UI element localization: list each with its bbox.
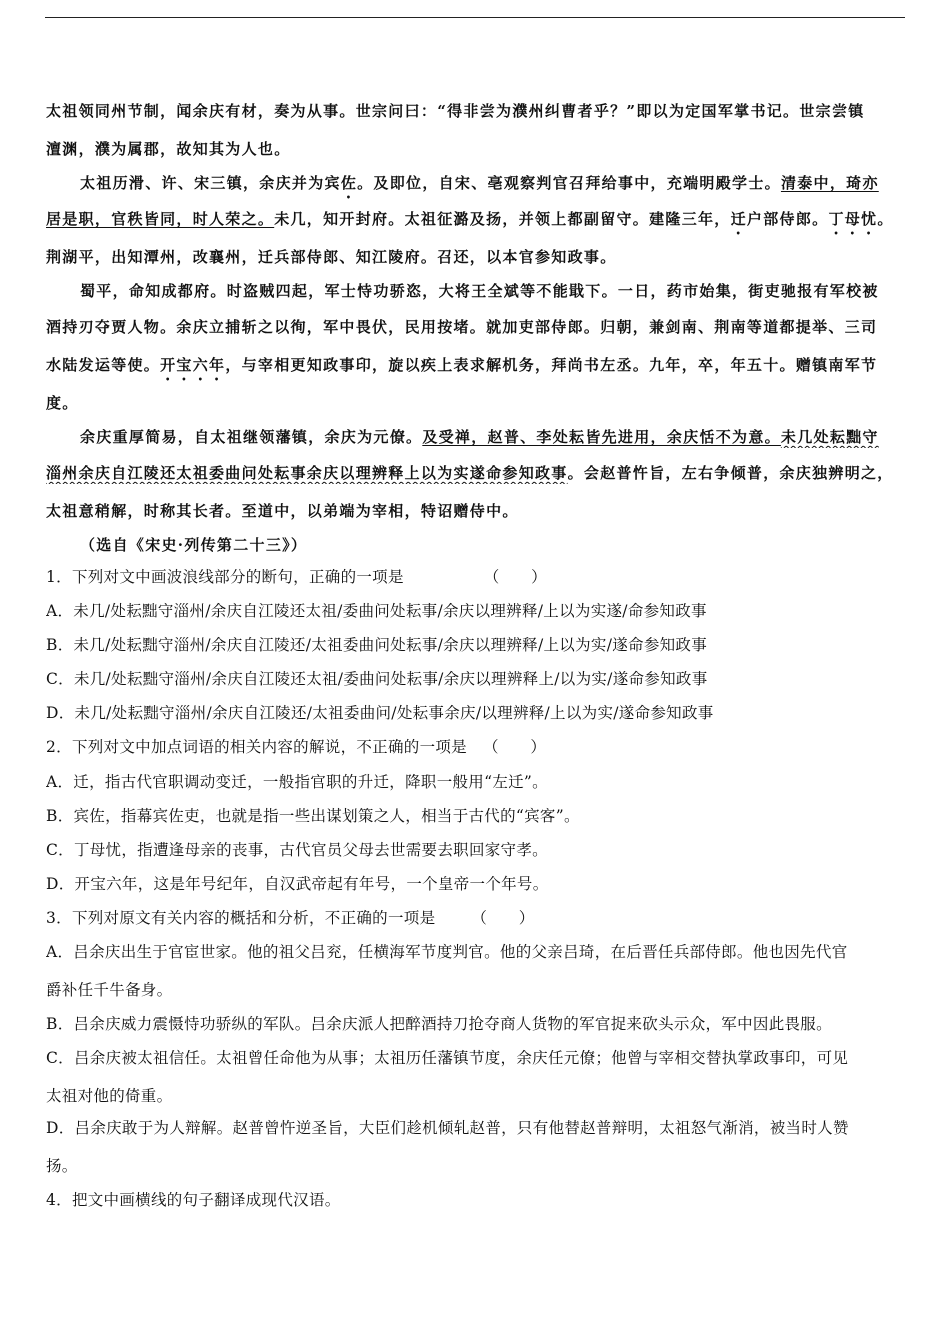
underlined-sentence: 居是职，官秩皆同，时人荣之。 xyxy=(46,210,275,228)
question-2-option-d: D．开宝六年，这是年号纪年，自汉武帝起有年号，一个皇帝一个年号。 xyxy=(46,875,549,893)
question-3-option-a-cont: 爵补任千牛备身。 xyxy=(46,981,173,999)
passage-line: 水陆发运等使。开宝六年，与宰相更知政事印，旋以疾上表求解机务，拜尚书左丞。九年，卒，年五十。赠镇南军节 xyxy=(46,356,878,374)
passage-line: 太祖历滑、许、宋三镇，余庆并为宾佐。及即位，自宋、亳观察判官召拜给事中，充端明殿学士。清泰中，琦亦 xyxy=(80,174,879,192)
passage-line: 居是职，官秩皆同，时人荣之。未几，知开封府。太祖征潞及扬，并领上都副留守。建隆三年，迁户部侍郎。丁母忧。 xyxy=(46,210,894,228)
question-2-option-b: B．宾佐，指幕宾佐吏，也就是指一些出谋划策之人，相当于古代的“宾客”。 xyxy=(46,807,580,825)
passage-line: 澶渊，濮为属郡，故知其为人也。 xyxy=(46,140,291,158)
question-1-option-c: C．未几/处耘黜守淄州/余庆自江陵还太祖/委曲问处耘事/余庆以理辨释上/以为实/遂命参知政事 xyxy=(46,670,708,688)
question-2-stem: 2．下列对文中加点词语的相关内容的解说，不正确的一项是 （ ） xyxy=(46,738,547,756)
question-3-option-c-cont: 太祖对他的倚重。 xyxy=(46,1087,173,1105)
question-1-option-b: B．未几/处耘黜守淄州/余庆自江陵还/太祖委曲问处耘事/余庆以理辨释/上以为实/遂命参知政事 xyxy=(46,636,708,654)
question-1-stem: 1．下列对文中画波浪线部分的断句，正确的一项是 （ ） xyxy=(46,568,547,586)
underlined-sentence: 清泰中，琦亦 xyxy=(780,174,879,192)
question-3-option-c: C．吕余庆被太祖信任。太祖曾任命他为从事；太祖历任藩镇节度，余庆任元僚；他曾与宰相交替执掌政事印，可见 xyxy=(46,1049,849,1067)
question-1-option-d: D．未几/处耘黜守淄州/余庆自江陵还/太祖委曲问/处耘事余庆/以理辨释/上以为实/遂命参知政事 xyxy=(46,704,714,722)
header-rule xyxy=(45,17,905,18)
passage-line: 酒持刃夺贾人物。余庆立捕斩之以徇，军中畏伏，民用按堵。就加吏部侍郎。归朝，兼剑南、荆南等道都提举、三司 xyxy=(46,318,878,336)
passage-line: 太祖领同州节制，闻余庆有材，奏为从事。世宗问曰：“得非尝为濮州纠曹者乎？”即以为定国军掌书记。世宗尝镇 xyxy=(46,102,865,120)
question-3-option-d-cont: 扬。 xyxy=(46,1157,78,1175)
question-4-stem: 4．把文中画横线的句子翻译成现代汉语。 xyxy=(46,1191,341,1209)
passage-line: 荆湖平，出知潭州，改襄州，迁兵部侍郎、知江陵府。召还，以本官参知政事。 xyxy=(46,248,617,266)
passage-line: 度。 xyxy=(46,394,79,412)
question-3-option-d: D．吕余庆敢于为人辩解。赵普曾忤逆圣旨，大臣们趁机倾轧赵普，只有他替赵普辩明，太祖怒气渐消，被当时人赞 xyxy=(46,1119,849,1137)
passage-line: 淄州余庆自江陵还太祖委曲问处耘事余庆以理辨释上以为实遂命参知政事。会赵普忤旨，左右争倾普，余庆独辨明之， xyxy=(46,464,894,482)
question-3-option-a: A．吕余庆出生于官宦世家。他的祖父吕兖，任横海军节度判官。他的父亲吕琦，在后晋任兵部侍郎。他也因先代官 xyxy=(46,943,848,961)
passage-line: 蜀平，命知成都府。时盗贼四起，军士恃功骄恣，大将王全斌等不能戢下。一日，药市始集，街吏驰报有军校被 xyxy=(80,282,879,300)
question-3-option-b: B．吕余庆威力震慑恃功骄纵的军队。吕余庆派人把醉酒持刀抢夺商人货物的军官捉来砍头示众，军中因此畏服。 xyxy=(46,1015,832,1033)
dotted-term-qian: 迁 xyxy=(730,210,747,228)
wavy-underlined-text: 未几处耘黜守 xyxy=(780,428,879,446)
passage-source: （选自《宋史·列传第二十三》） xyxy=(80,536,308,554)
dotted-term-kai-bao: 开宝六年 xyxy=(160,356,226,374)
question-3-stem: 3．下列对原文有关内容的概括和分析，不正确的一项是 （ ） xyxy=(46,909,535,927)
dotted-term-ding-mu-you: 丁母忧 xyxy=(828,210,878,228)
passage-line: 余庆重厚简易，自太祖继领藩镇，余庆为元僚。及受禅，赵普、李处耘皆先进用，余庆恬不为意。未几处耘黜守 xyxy=(80,428,879,446)
question-1-option-a: A．未几/处耘黜守淄州/余庆自江陵还太祖/委曲问处耘事/余庆以理辨释/上以为实遂/命参知政事 xyxy=(46,602,707,620)
dotted-term-bin-zuo: 佐 xyxy=(340,174,358,192)
passage-line: 太祖意稍解，时称其长者。至道中，以弟端为宰相，特诏赠侍中。 xyxy=(46,502,519,520)
question-2-option-c: C．丁母忧，指遭逢母亲的丧事，古代官员父母去世需要去职回家守孝。 xyxy=(46,841,548,859)
underlined-sentence: 及受禅，赵普、李处耘皆先进用，余庆恬不为意。 xyxy=(422,428,781,446)
wavy-underlined-text: 淄州余庆自江陵还太祖委曲问处耘事余庆以理辨释上以为实遂命参知政事 xyxy=(46,464,568,482)
question-2-option-a: A．迁，指古代官职调动变迁，一般指官职的升迁，降职一般用“左迁”。 xyxy=(46,773,548,791)
